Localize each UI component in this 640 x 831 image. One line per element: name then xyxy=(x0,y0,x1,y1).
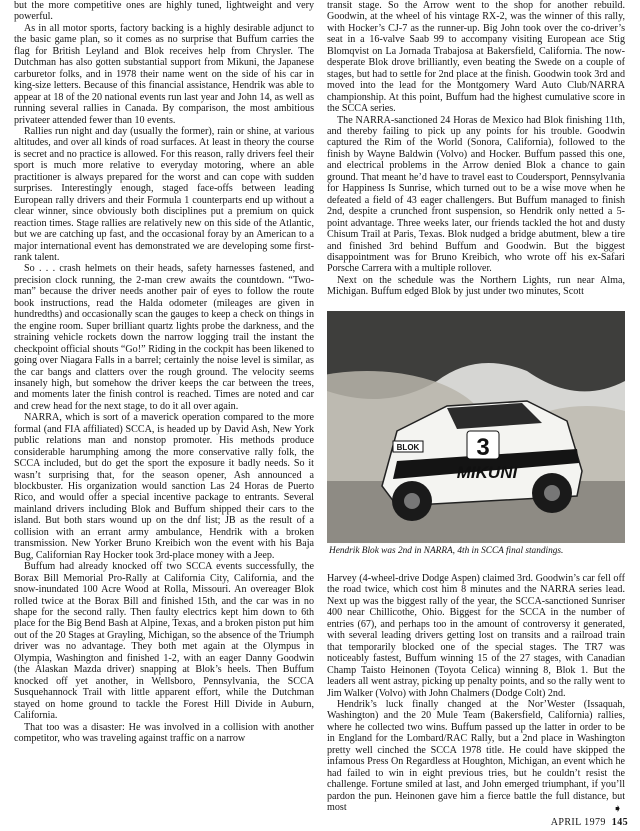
paragraph: Buffum had already knocked off two SCCA events successfully, the Borax Bill Memorial Pro-Rally at California City, California, and the snow-inundated 100 Acre Wood at Rolla, Missouri. An overeager Blok rolled twice at the Borax Bill and finished 15th, and the car was in no shape for the second rally. Then faulty electrics kept him down to 6th place for the Big Bend Bash at Alpine, Texas, and a broken piston put him out of the 20 Stages at Grayling, Michigan, so the absence of the Triumph driver was no advantage. They both met again at the Olympus in Olympia, Washington and finished 1-2, with an eager Danny Goodwin (the Alaskan Mazda driver) snapping at Blok’s heels. Then Buffum knocked off yet another, in Wellsboro, Pennsylvania, the SCCA Susquehannock Trail with little apparent effort, while the Dutchman stayed on home ground to tackle the Forest Hill Divide in Auburn, California. xyxy=(14,561,314,722)
photo-caption: Hendrik Blok was 2nd in NARRA, 4th in SCCA final standings. xyxy=(329,546,564,556)
rally-car-illustration xyxy=(327,311,625,543)
paragraph: Harvey (4-wheel-drive Dodge Aspen) claimed 3rd. Goodwin’s car fell off the road twice, which cost him 8 minutes and the NARRA series lead. Next up was the biggest rally of the year, the SCCA-sanctioned Sunriser 400 near Chillicothe, Ohio. Biggest for the SCCA in the number of entries (67), and perhaps too in the amount of controversy it generated, with several leading drivers getting lost on transits and a railroad train that temporarily blocked one of the special stages. The TR7 was noticeably fastest, Buffum winning 15 of the 27 stages, with Canadian Champ Taisto Heinonen (Toyota Celica) winning 8, Blok 1. But the leaders all went astray, picking up penalty points, and so the rally went to Jim Walker (Volvo) with John Chalmers (Dodge Colt) 2nd. xyxy=(327,573,625,699)
paragraph: transit stage. So the Arrow went to the shop for another rebuild. Goodwin, at the wheel of his vintage RX-2, was the winner of this rally, with Hocker’s CJ-7 as the runner-up. Big John took over the co-driver’s seat in a 16-valve Saab 99 to accompany visiting European ace Stig Blomqvist on La Jornada Trabajosa at Bakersfield, California. The now-desperate Blok drove brilliantly, even beating the Swede on a couple of stages, but had to settle for 2nd place at the finish. Goodwin took 3rd and moved into the lead for the Montgomery Ward Auto Club/NARRA championship. At this point, Buffum had the highest cumulative score in the SCCA series. xyxy=(327,0,625,115)
paragraph: Rallies run night and day (usually the former), rain or shine, at various altitudes, and over all kinds of road surfaces. At least in theory the course is secret and no practice is allowed. For this reason, rally drivers feel their sport is much more relative to everyday motoring, where an able practitioner is always prepared for the worst and can cope with sudden surprises. Interestingly enough, staged face-offs between leading European rally drivers and their Formula 1 counterparts end up without a clear winner, since obviously both disciplines put a premium on quick reaction times. Stage rallies are relatively new on this side of the Atlantic, but we are catching up fast, and the occasional foray by an American to a major international event has demonstrated we are developing some first-rank talent. xyxy=(14,125,314,263)
paragraph: Next on the schedule was the Northern Lights, run near Alma, Michigan. Buffum edged Blok by just under two minutes, Scott xyxy=(327,274,625,298)
rally-car-photo xyxy=(327,311,625,543)
car-number: 3 xyxy=(476,434,490,461)
left-text-column xyxy=(14,0,314,744)
issue-date: APRIL 1979 xyxy=(550,817,606,828)
car-hubcap xyxy=(404,493,420,509)
car-hubcap xyxy=(544,485,560,501)
paragraph: but the more competitive ones are highly tuned, lightweight and very powerful. xyxy=(14,0,314,23)
car-plate-text: BLOK xyxy=(396,443,420,452)
paragraph: The NARRA-sanctioned 24 Horas de Mexico had Blok finishing 11th, and thereby failing to pick up any points for his trouble. Goodwin captured the Rim of the World (Sonora, California), followed to the finish by Wayne Baldwin (Volvo) and Hocker. Buffum passed this one, and electrical problems in the Arrow denied Blok a chance to gain ground. That meant he’d have to travel east to Coudersport, Pennsylvania for Happiness Is Sunrise, which turned out to be a wise move when he defeated a field of 43 eager challengers. But Buffum managed to finish 2nd, despite a crunched front suspension, so Hendrik only netted a 5-point advantage. Three weeks later, our friends tackled the hot and dusty Chisum Trail at Paris, Texas. Blok nudged a bridge abutment, blew a tire and finished 3rd behind Buffum and Goodwin. But the biggest disappointment was for Bruno Kreibich, who wrote off his ex-Safari Porsche Carrera with a multiple rollover. xyxy=(327,114,625,275)
page-number: 145 xyxy=(611,817,628,828)
paragraph: Hendrik’s luck finally changed at the Nor’Wester (Issaquah, Washington) and the 20 Mule Team (Bakersfield, California) rallies, where he collected two wins. Buffum passed up the latter in order to be in England for the Lombard/RAC Rally, but a 2nd place in Washington pretty well cinched the SCCA 1978 title. He could have skipped the infamous Press On Regardless at Houghton, Michigan, an event which he had failed to win in eight previous tries, but he couldn’t resist the challenge. Fortune smiled at last, and John emerged triumphant, if you’ll pardon the pun. Heinonen gave him a fierce battle the full distance, but most xyxy=(327,698,625,814)
page-footer xyxy=(551,817,628,829)
right-text-column-upper xyxy=(327,0,625,298)
car-sponsor-decal: MIKUNI xyxy=(456,463,518,482)
right-text-column-lower xyxy=(327,573,625,814)
paragraph: That too was a disaster: He was involved in a collision with another competitor, who was traveling against traffic on a narrow xyxy=(14,721,314,744)
continued-arrow-icon: ➧ xyxy=(613,803,623,815)
paragraph: As in all motor sports, factory backing is a highly desirable adjunct to the basic game plan, so it comes as no surprise that Buffum carries the flag for British Leyland and Blok receives help from Chrysler. The Dutchman has also gotten substantial support from Mikuni, the Japanese carburetor folks, and in 1978 their name went on the side of his car in king-size letters. Because of this financial assistance, Hendrik was able to appear at 18 of the 20 national events run last year and John 14, as well as running several rallies in Canada. By comparison, the most ambitious privateer attended fewer than 10 events. xyxy=(14,22,314,126)
paragraph: NARRA, which is sort of a maverick operation compared to the more formal (and FIA affiliated) SCCA, is headed up by David Ash, New York public relations man and nonstop promoter. His methods produce considerable harumphing among the more conservative rally folk, the SCCA included, but do get the sport the exposure it badly needs. So it wasn’t surprising that, for the season opener, Ash announced a blockbuster. His organization would sanction Las 24 Horas de Puerto Rico, and would offer a special incentive package to entrants. Several mainland drivers including Blok and Buffum shipped their cars to the island. But both stars wound up on the dnf list; JB as the result of a collision with an errant army ambulance, Hendrik with a broken transmission. New Yorker Bruno Kreibich won the event with his Baja Bug, Californian Ray Hocker took 3rd-place money with a Jeep. xyxy=(14,412,314,561)
paragraph: So . . . crash helmets on their heads, safety harnesses fastened, and precision clock running, the 2-man crew awaits the countdown. “Two-man” because the driver needs another pair of eyes to follow the route book instructions, read the Halda odometer (mileages are given in hundredths) and occasionally scan the gauges to keep a check on things in the engine room. Super brilliant quartz lights probe the darkness, and the straining vehicle rockets down the narrow logging trail the instant the checkpoint official shouts “Go!” Riding in the cockpit has been likened to going over Niagara Falls in a barrel; certainly the noise level is similar, as the car bangs and clatters over the rough ground. The velocity seems insanely high, but somehow the driver keeps the car between the trees, and moments later the finish control is reached. Times are noted and car and crew head for the next stage, to do it all over again. xyxy=(14,263,314,412)
